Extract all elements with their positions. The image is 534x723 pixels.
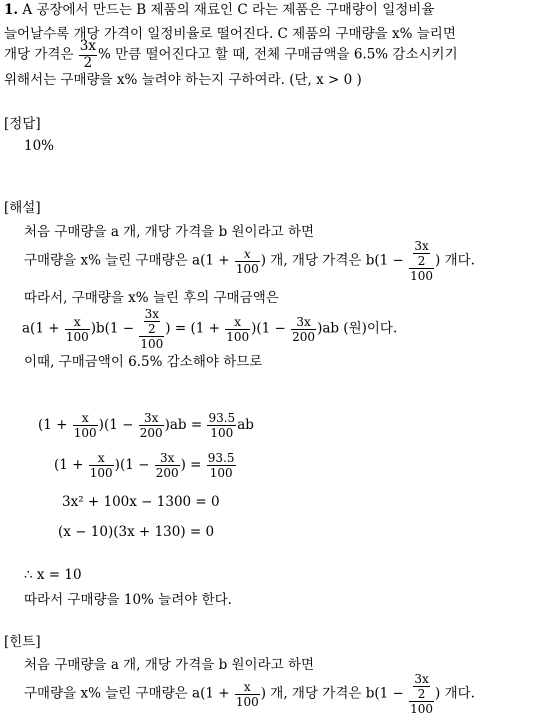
equation-2: (1 + $\frac{x}{100}$ )(1 − $\frac{3x}{200}$ ) = $\frac{93.5}{100}$ bbox=[54, 451, 235, 480]
fraction-x-over-100: $\frac{x}{100}$ bbox=[235, 679, 259, 709]
hint-heading: [힌트] bbox=[4, 634, 41, 650]
problem-line-2: 늘어날수록 개당 가격이 일정비율로 떨어진다. C 제품의 구매량을 x% 늘리면 bbox=[4, 26, 456, 42]
solution-line-1: 처음 구매량을 a 개, 개당 가격을 b 원이라고 하면 bbox=[24, 224, 315, 240]
fraction-93-5-over-100: $\frac{93.5}{100}$ bbox=[207, 451, 235, 480]
fraction-x-over-100: $\frac{x}{100}$ bbox=[73, 411, 97, 440]
equation-1: (1 + $\frac{x}{100}$ )(1 − $\frac{3x}{200}$ )ab = $\frac{93.5}{100}$ ab bbox=[38, 411, 254, 440]
hint-line-2: 구매량을 x% 늘린 구매량은 a(1 + $\frac{x}{100}$ ) 개, 개당 가격은 b(1 − $\frac{\frac{3x}{2}}{100}$ ) 개다. bbox=[24, 672, 475, 716]
fraction-3x-over-200: $\frac{3x}{200}$ bbox=[292, 314, 316, 344]
solution-heading: [해설] bbox=[4, 200, 41, 216]
problem-number: 1. bbox=[4, 2, 19, 18]
equation-4: (x − 10)(3x + 130) = 0 bbox=[58, 524, 215, 540]
fraction-nested: $\frac{\frac{3x}{2}}{100}$ bbox=[410, 672, 434, 716]
fraction-nested: $\frac{\frac{3x}{2}}{100}$ bbox=[410, 239, 434, 283]
fraction-3x-over-200: $\frac{3x}{200}$ bbox=[155, 451, 179, 480]
problem-line-4: 위해서는 구매량을 x% 늘려야 하는지 구하여라. (단, x > 0 ) bbox=[4, 72, 362, 88]
conclusion-line: 따라서 구매량을 10% 늘려야 한다. bbox=[24, 592, 232, 608]
fraction-3x-over-2: $\frac{3x}{2}$ bbox=[79, 38, 96, 71]
equation-3: 3x² + 100x − 1300 = 0 bbox=[62, 494, 220, 510]
answer-value: 10% bbox=[24, 138, 55, 154]
answer-heading: [정답] bbox=[4, 116, 41, 132]
fraction-93-5-over-100: $\frac{93.5}{100}$ bbox=[208, 411, 236, 440]
fraction-x-over-100: $\frac{x}{100}$ bbox=[89, 451, 113, 480]
solution-line-5: 이때, 구매금액이 6.5% 감소해야 하므로 bbox=[24, 354, 263, 370]
fraction-x-over-100: $\frac{x}{100}$ bbox=[235, 246, 259, 276]
therefore-line: ∴ x = 10 bbox=[24, 567, 82, 583]
solution-line-4: a(1 + $\frac{x}{100}$ )b(1 − $\frac{\frac{3x}{2}}{100}$ ) = (1 + $\frac{x}{100}$ )(1 − $\frac{3x}{200}$ )ab (원)이다. bbox=[22, 307, 398, 351]
problem-line-1 bbox=[4, 4, 434, 18]
fraction-x-over-100: $\frac{x}{100}$ bbox=[226, 314, 250, 344]
problem-line-3: 개당 가격은 $\frac{3x}{2}$ % 만큼 떨어진다고 할 때, 전체 구매금액을 6.5% 감소시키기 bbox=[4, 38, 458, 71]
fraction-3x-over-200: $\frac{3x}{200}$ bbox=[139, 411, 163, 440]
solution-line-2: 구매량을 x% 늘린 구매량은 a(1 + $\frac{x}{100}$ ) 개, 개당 가격은 b(1 − $\frac{\frac{3x}{2}}{100}$ ) 개다. bbox=[24, 239, 475, 283]
problem-text-1: A 공장에서 만드는 B 제품의 재료인 C 라는 제품은 구매량이 일정비율 bbox=[22, 2, 435, 18]
hint-line-1: 처음 구매량을 a 개, 개당 가격을 b 원이라고 하면 bbox=[24, 657, 315, 673]
fraction-x-over-100: $\frac{x}{100}$ bbox=[65, 314, 89, 344]
solution-line-3: 따라서, 구매량을 x% 늘린 후의 구매금액은 bbox=[24, 290, 279, 306]
fraction-nested: $\frac{\frac{3x}{2}}{100}$ bbox=[140, 307, 164, 351]
